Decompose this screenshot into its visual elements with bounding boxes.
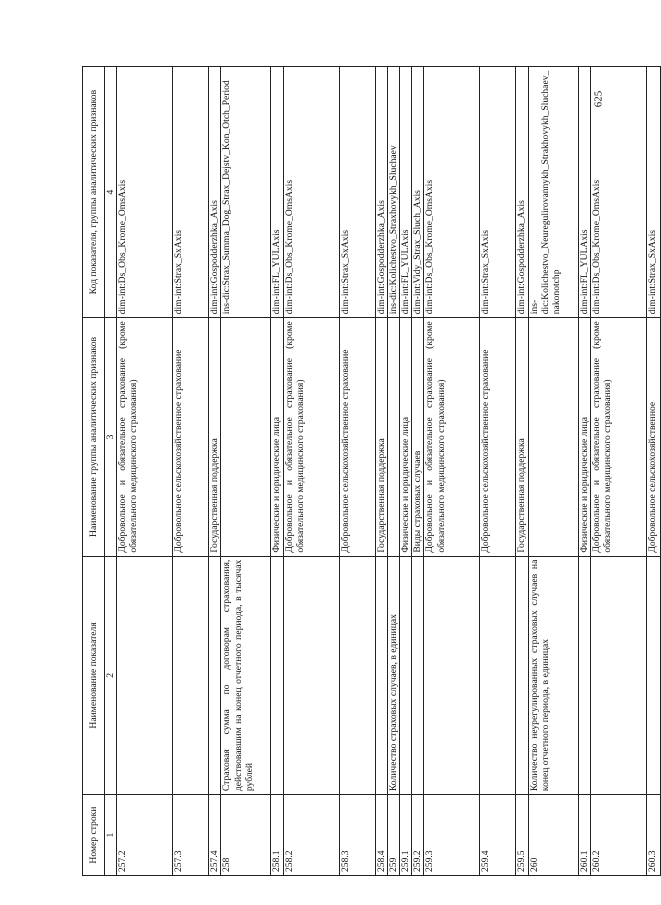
indicator-code: dim-int:Strax_SxAxis xyxy=(480,67,516,318)
group-name: Добровольное сельскохозяйственное страхование xyxy=(173,318,209,556)
group-name xyxy=(221,318,271,556)
indicator-code: ins-dic:Kolichestvo_Straxhovykh_Sluchaev xyxy=(387,67,399,318)
table-row xyxy=(221,67,271,876)
table-row xyxy=(412,67,424,876)
column-number: 1 xyxy=(105,795,117,876)
row-number: 257.3 xyxy=(173,795,209,876)
table-row xyxy=(375,67,387,876)
table-row xyxy=(209,67,221,876)
column-number: 2 xyxy=(105,556,117,794)
table-row xyxy=(646,67,660,876)
indicator-code: dim-int:Gospodderzhka_Axis xyxy=(516,67,528,318)
row-number: 260.2 xyxy=(590,795,646,876)
table-row xyxy=(400,67,412,876)
row-number: 258.4 xyxy=(375,795,387,876)
indicator-name xyxy=(283,556,339,794)
group-name xyxy=(528,318,578,556)
row-number: 259.1 xyxy=(400,795,412,876)
table-row xyxy=(283,67,339,876)
row-number: 259 xyxy=(387,795,399,876)
row-number: 259.5 xyxy=(516,795,528,876)
indicator-code: dim-int:Ds_Obs_Krome_OmsAxis xyxy=(117,67,173,318)
indicator-name: Количество страховых случаев, в единицах xyxy=(387,556,399,794)
group-name: Добровольное и обязательное страхование (кроме обязательного медицинского страхования) xyxy=(283,318,339,556)
indicator-code: dim-int:Gospodderzhka_Axis xyxy=(209,67,221,318)
row-number: 258 xyxy=(221,795,271,876)
indicator-name xyxy=(209,556,221,794)
table-row xyxy=(480,67,516,876)
column-number: 3 xyxy=(105,318,117,556)
indicator-code: dim-int:Ds_Obs_Krome_OmsAxis xyxy=(424,67,480,318)
row-number: 259.2 xyxy=(412,795,424,876)
indicator-code: dim-int:Ds_Obs_Krome_OmsAxis xyxy=(590,67,646,318)
indicator-name xyxy=(646,556,660,794)
indicator-name: Страховая сумма по договорам страхования, действовавшим на конец отчетного периода, в тысячах рублей xyxy=(221,556,271,794)
table-row xyxy=(173,67,209,876)
indicator-code: dim-int:Ds_Obs_Krome_OmsAxis xyxy=(283,67,339,318)
table-row xyxy=(339,67,375,876)
row-number: 259.3 xyxy=(424,795,480,876)
indicator-name xyxy=(339,556,375,794)
group-name: Добровольное и обязательное страхование (кроме обязательного медицинского страхования) xyxy=(117,318,173,556)
group-name: Государственная поддержка xyxy=(209,318,221,556)
indicator-name xyxy=(590,556,646,794)
group-name: Физические и юридические лица xyxy=(578,318,590,556)
indicator-code: dim-int:FL_YULAxis xyxy=(271,67,283,318)
row-number: 258.2 xyxy=(283,795,339,876)
indicator-code: dim-int:Gospodderzhka_Axis xyxy=(375,67,387,318)
row-number: 258.1 xyxy=(271,795,283,876)
row-number: 257.4 xyxy=(209,795,221,876)
indicator-name xyxy=(480,556,516,794)
indicator-name xyxy=(400,556,412,794)
table-row xyxy=(578,67,590,876)
row-number: 260.1 xyxy=(578,795,590,876)
column-number: 4 xyxy=(105,67,117,318)
header-row-number: Номер строки xyxy=(83,795,105,876)
indicator-code: dim-int:Strax_SxAxis xyxy=(339,67,375,318)
indicator-code: dim-int:FL_YULAxis xyxy=(400,67,412,318)
table-row xyxy=(590,67,646,876)
indicator-name xyxy=(117,556,173,794)
header-indicator-name: Наименование показателя xyxy=(83,556,105,794)
indicator-code: ins-dic:Strax_Summa_Dog_Strax_Dejstv_Kon_Otch_Period xyxy=(221,67,271,318)
indicator-name xyxy=(412,556,424,794)
group-name: Добровольное и обязательное страхование (кроме обязательного медицинского страхования) xyxy=(424,318,480,556)
indicator-name xyxy=(516,556,528,794)
indicator-code: dim-int:FL_YULAxis xyxy=(578,67,590,318)
table-row xyxy=(387,67,399,876)
row-number: 260.3 xyxy=(646,795,660,876)
table-row xyxy=(271,67,283,876)
indicator-table xyxy=(82,66,661,876)
group-name: Добровольное сельскохозяйственное xyxy=(646,318,660,556)
row-number: 257.2 xyxy=(117,795,173,876)
indicator-name xyxy=(271,556,283,794)
group-name: Физические и юридические лица xyxy=(271,318,283,556)
table-row xyxy=(528,67,578,876)
indicator-name xyxy=(578,556,590,794)
table-row xyxy=(516,67,528,876)
group-name: Виды страховых случаев xyxy=(412,318,424,556)
indicator-code: ins-dic:Kolichestvo_Neuregulirovannykh_Strakhovykh_Sluchaev_nakonotchp xyxy=(528,67,578,318)
group-name: Государственная поддержка xyxy=(516,318,528,556)
row-number: 259.4 xyxy=(480,795,516,876)
indicator-name xyxy=(173,556,209,794)
page-number: 625 xyxy=(592,90,605,108)
row-number: 258.3 xyxy=(339,795,375,876)
group-name: Государственная поддержка xyxy=(375,318,387,556)
indicator-name xyxy=(424,556,480,794)
indicator-code: dim-int:Strax_SxAxis xyxy=(173,67,209,318)
group-name xyxy=(387,318,399,556)
row-number: 260 xyxy=(528,795,578,876)
table-row xyxy=(117,67,173,876)
indicator-code: dim-int:Vidy_Strax_Sluch_Axis xyxy=(412,67,424,318)
indicator-name: Количество неурегулированных страховых случаев на конец отчетного периода, в единицах xyxy=(528,556,578,794)
group-name: Добровольное и обязательное страхование (кроме обязательного медицинского страхования) xyxy=(590,318,646,556)
indicator-name xyxy=(375,556,387,794)
header-group-name: Наименование группы аналитических признаков xyxy=(83,318,105,556)
group-name: Физические и юридические лица xyxy=(400,318,412,556)
group-name: Добровольное сельскохозяйственное страхование xyxy=(480,318,516,556)
table-row xyxy=(424,67,480,876)
header-code: Код показателя, группы аналитических признаков xyxy=(83,67,105,318)
indicator-code: dim-int:Strax_SxAxis xyxy=(646,67,660,318)
group-name: Добровольное сельскохозяйственное страхование xyxy=(339,318,375,556)
